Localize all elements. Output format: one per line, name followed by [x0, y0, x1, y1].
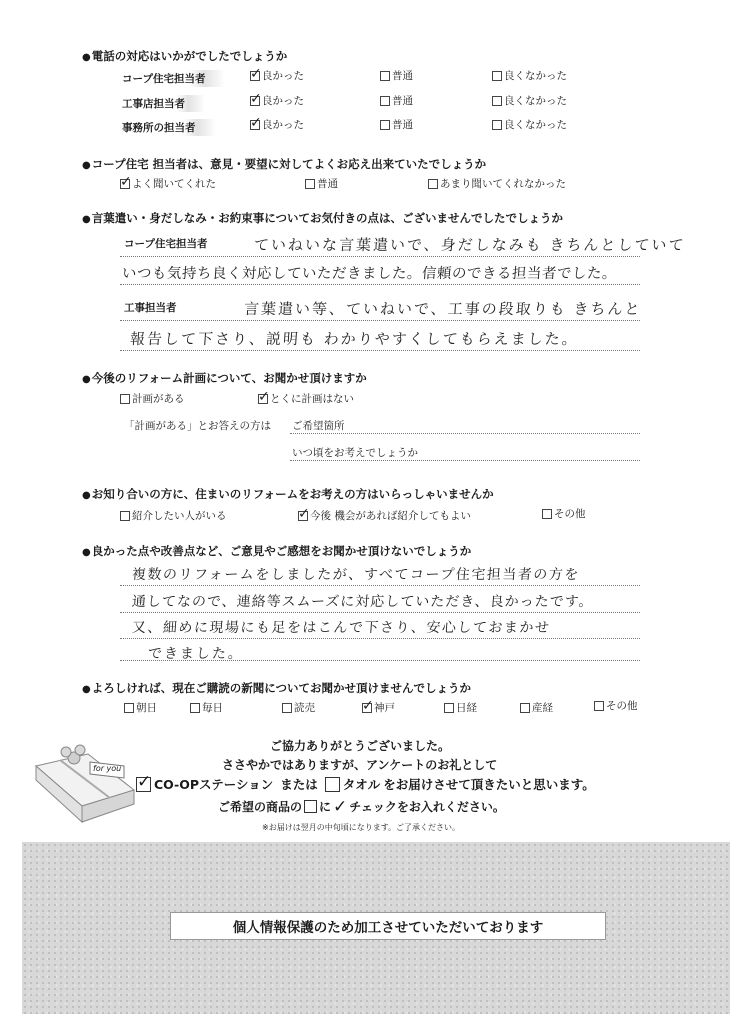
checkbox-checked[interactable] — [250, 96, 260, 106]
towel-checkbox[interactable] — [325, 777, 340, 792]
checkbox[interactable] — [124, 703, 134, 713]
thanks-line: ご協力ありがとうございました。 — [270, 739, 451, 753]
checkbox[interactable] — [594, 701, 604, 711]
checkbox[interactable] — [380, 120, 390, 130]
dotted-line — [120, 638, 640, 639]
instruction-line: ご希望の商品の に ✓ チェックをお入れください。 — [218, 796, 505, 817]
checkbox[interactable] — [380, 71, 390, 81]
q4-question: ● 今後のリフォーム計画について、お聞かせ頂けますか — [82, 370, 367, 386]
coop-station-checkbox[interactable] — [136, 777, 151, 792]
newspaper-opt-mainichi[interactable]: 毎日 — [190, 700, 223, 715]
checkbox[interactable] — [120, 394, 130, 404]
checkbox-checked[interactable] — [250, 120, 260, 130]
checkbox[interactable] — [520, 703, 530, 713]
q5-opt3[interactable]: その他 — [542, 506, 586, 521]
q1-row3-opt1[interactable]: ✓ 良かった — [250, 117, 304, 132]
q1-row2-opt2[interactable]: 普通 — [380, 93, 413, 108]
dotted-line — [120, 350, 640, 351]
dotted-line — [290, 433, 640, 434]
newspaper-opt-yomiuri[interactable]: 読売 — [282, 700, 315, 715]
q3-label-coop: コープ住宅担当者 — [124, 238, 208, 250]
q5-question: ● お知り合いの方に、住まいのリフォームをお考えの方はいらっしゃいませんか — [82, 486, 494, 502]
sample-checkbox-icon — [304, 800, 317, 813]
q2-opt1[interactable]: ✓ よく聞いてくれた — [120, 176, 216, 191]
q2-question: ● コープ住宅 担当者は、意見・要望に対してよくお応え出来ていたでしょうか — [82, 156, 486, 172]
dotted-line — [290, 460, 640, 461]
dotted-line — [120, 660, 640, 661]
gift-intro-line: ささやかではありますが、アンケートのお礼として — [222, 758, 498, 772]
checkbox[interactable] — [428, 179, 438, 189]
q1-row1-opt1[interactable]: ✓ 良かった — [250, 68, 304, 83]
q2-opt3[interactable]: あまり聞いてくれなかった — [428, 176, 566, 191]
newspaper-opt-kobe[interactable]: ✓ 神戸 — [362, 700, 395, 715]
checkbox[interactable] — [542, 509, 552, 519]
q1-row3-label: 事務所の担当者 — [122, 119, 216, 136]
q1-row3-opt2[interactable]: 普通 — [380, 117, 413, 132]
q3-handwriting-1a: ていねいな言葉遣いで、身だしなみも きちんとしていて — [253, 236, 687, 254]
q3-question: ● 言葉遣い・身だしなみ・お約束事についてお気付きの点は、ございませんでしたでしょうか — [82, 210, 563, 226]
q1-row1-label: コープ住宅担当者 — [122, 70, 225, 87]
checkbox-checked[interactable] — [258, 394, 268, 404]
gift-tag-text: for you — [93, 764, 122, 773]
dotted-line — [120, 320, 640, 321]
or-label: または — [280, 777, 318, 792]
q3-handwriting-1b: いつも気持ち良く対応していただきました。信頼のできる担当者でした。 — [121, 266, 618, 282]
q3-handwriting-2b: 報告して下さり、説明も わかりやすくしてもらえました。 — [129, 330, 580, 348]
checkbox[interactable] — [190, 703, 200, 713]
newspaper-opt-asahi[interactable]: 朝日 — [124, 700, 157, 715]
q6-handwriting-2: 通してなので、連絡等スムーズに対応していただき、良かったです。 — [131, 594, 595, 610]
dotted-line — [120, 284, 640, 285]
q4-opt1[interactable]: 計画がある — [120, 391, 185, 406]
checkbox-checked[interactable] — [250, 71, 260, 81]
q1-row2-opt3[interactable]: 良くなかった — [492, 93, 567, 108]
privacy-notice: 個人情報保護のため加工させていただいております — [170, 912, 606, 940]
q4-sub-timing: いつ頃をお考えでしょうか — [292, 447, 418, 459]
dotted-line — [120, 256, 640, 257]
newspaper-opt-nikkei[interactable]: 日経 — [444, 700, 477, 715]
checkbox[interactable] — [305, 179, 315, 189]
q5-opt1[interactable]: 紹介したい人がいる — [120, 508, 227, 523]
checkbox[interactable] — [380, 96, 390, 106]
checkbox[interactable] — [282, 703, 292, 713]
gift-options-suffix: をお届けさせて頂きたいと思います。 — [383, 777, 595, 792]
q4-opt2[interactable]: ✓ とくに計画はない — [258, 391, 354, 406]
q1-question: ● 電話の対応はいかがでしたでしょうか — [82, 48, 287, 64]
q5-opt2[interactable]: ✓ 今後 機会があれば紹介してもよい — [298, 508, 471, 523]
q1-row1-opt2[interactable]: 普通 — [380, 68, 413, 83]
newspaper-opt-sankei[interactable]: 産経 — [520, 700, 553, 715]
towel-label: タオル — [342, 777, 381, 792]
q6-handwriting-4: できました。 — [147, 646, 245, 662]
q2-opt2[interactable]: 普通 — [305, 176, 338, 191]
q1-row3-opt3[interactable]: 良くなかった — [492, 117, 567, 132]
delivery-note: ※お届けは翌月の中旬頃になります。ご了承ください。 — [262, 823, 461, 832]
q4-sub-label: 「計画がある」とお答えの方は — [124, 420, 271, 432]
q7-question: ● よろしければ、現在ご購読の新聞についてお聞かせ頂けませんでしょうか — [82, 680, 471, 696]
q1-row2-label: 工事店担当者 — [122, 95, 205, 112]
q1-row2-opt1[interactable]: ✓ 良かった — [250, 93, 304, 108]
q6-handwriting-3: 又、細めに現場にも足をはこんで下さり、安心しておまかせ — [131, 620, 551, 636]
dotted-line — [120, 585, 640, 586]
q3-handwriting-2a: 言葉遣い等、ていねいで、工事の段取りも きちんと — [243, 300, 643, 318]
q4-sub-location: ご希望箇所 — [292, 420, 345, 432]
q1-row1-opt3[interactable]: 良くなかった — [492, 68, 567, 83]
checkbox-checked[interactable] — [362, 703, 372, 713]
newspaper-opt-other[interactable]: その他 — [594, 698, 638, 713]
q6-handwriting-1: 複数のリフォームをしましたが、すべてコープ住宅担当者の方を — [131, 567, 581, 583]
checkbox[interactable] — [444, 703, 454, 713]
coop-station-label: CO-OPステーション — [154, 777, 274, 792]
checkbox-checked[interactable] — [298, 511, 308, 521]
checkbox[interactable] — [492, 96, 502, 106]
gift-options-line — [136, 775, 595, 793]
q3-label-construction: 工事担当者 — [124, 302, 177, 314]
checkbox[interactable] — [120, 511, 130, 521]
checkmark-icon: ✓ — [333, 796, 348, 817]
dotted-line — [120, 612, 640, 613]
gift-box-illustration — [30, 740, 150, 830]
q6-question: ● 良かった点や改善点など、ご意見やご感想をお聞かせ頂けないでしょうか — [82, 543, 471, 559]
checkbox[interactable] — [492, 120, 502, 130]
checkbox-checked[interactable] — [120, 179, 130, 189]
checkbox[interactable] — [492, 71, 502, 81]
